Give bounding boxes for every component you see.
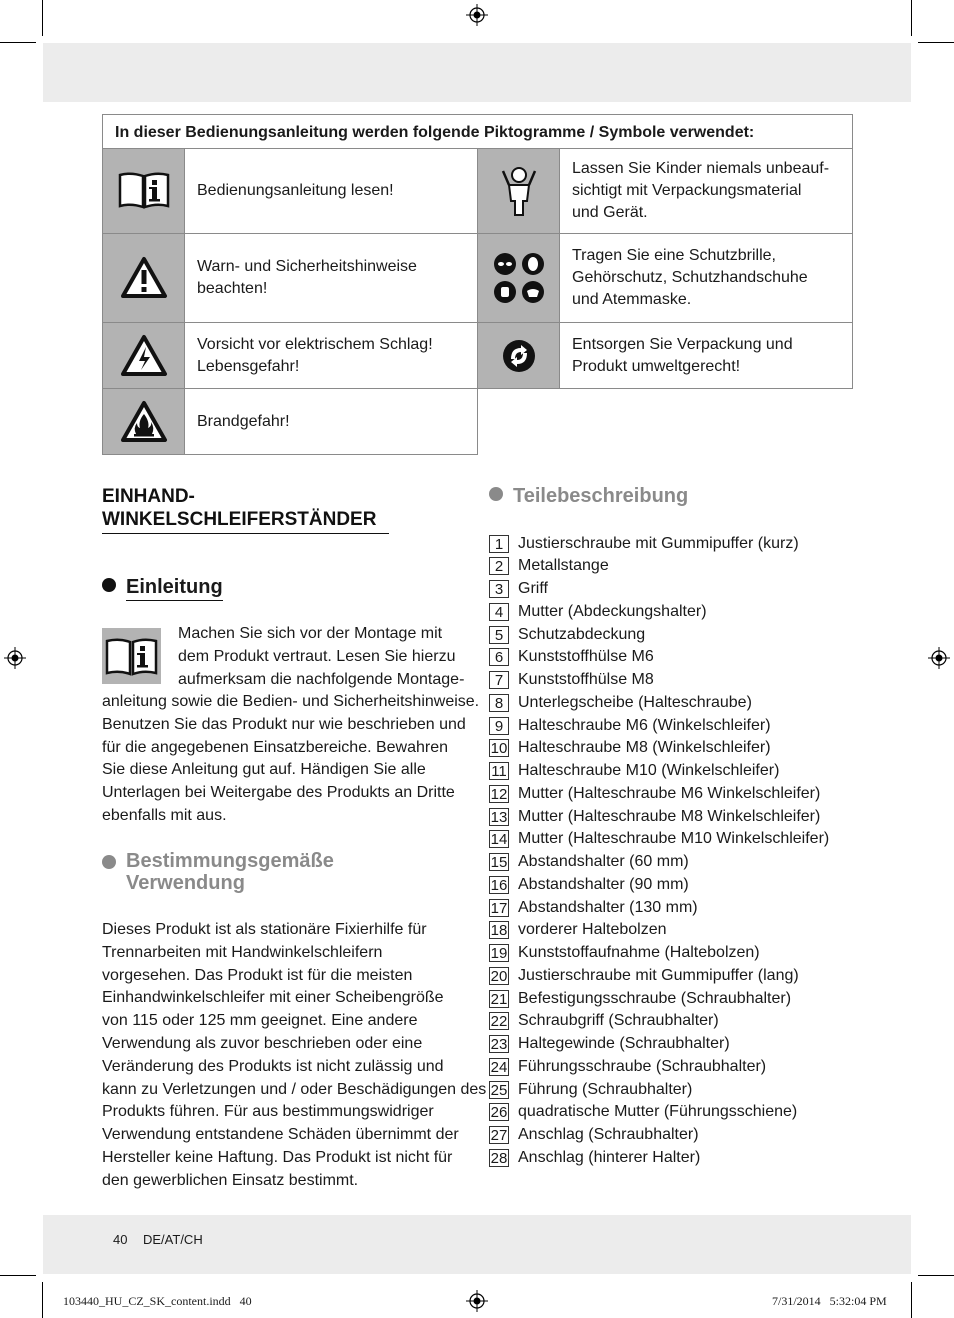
part-label: Kunststoffhülse M8 <box>518 671 654 688</box>
part-number: 13 <box>490 808 508 826</box>
section-heading-text: Einleitung <box>126 576 223 601</box>
part-number: 11 <box>489 762 509 780</box>
slug-file: 103440_HU_CZ_SK_content.indd 40 <box>63 1294 252 1308</box>
list-item <box>489 601 707 622</box>
part-number: 24 <box>490 1058 508 1076</box>
part-label: quadratische Mutter (Führungsschiene) <box>518 1103 798 1121</box>
list-item <box>489 783 820 804</box>
list-item <box>489 556 609 577</box>
part-number: 6 <box>489 648 509 666</box>
list-item <box>489 761 779 782</box>
part-number: 26 <box>490 1104 508 1122</box>
part-number: 16 <box>490 876 508 894</box>
header-band <box>43 43 911 102</box>
part-label: Halteschraube M8 (Winkelschleifer) <box>518 739 771 757</box>
part-number: 22 <box>490 1013 508 1031</box>
list-item <box>489 715 771 736</box>
warning-triangle-icon <box>120 256 168 300</box>
child-warning-icon <box>499 165 539 217</box>
list-item <box>489 1056 766 1077</box>
part-number: 23 <box>490 1036 508 1053</box>
protective-equipment-icon <box>492 251 546 305</box>
product-title: EINHAND- WINKELSCHLEIFERSTÄNDER <box>102 486 377 530</box>
list-item <box>489 965 799 986</box>
part-number: 3 <box>489 580 509 598</box>
part-label: Schutzabdeckung <box>518 625 646 643</box>
pictogram-text: Entsorgen Sie Verpackung und Produkt umweltgerecht! <box>559 322 853 389</box>
part-label: Mutter (Halteschraube M10 Winkelschleifer) <box>518 830 830 848</box>
part-number: 8 <box>489 694 509 712</box>
registration-mark-icon <box>466 1290 488 1312</box>
part-number: 14 <box>490 831 508 849</box>
pictogram-cell <box>477 148 560 234</box>
list-item <box>489 829 829 850</box>
part-number: 21 <box>490 990 508 1008</box>
manual-book-icon <box>102 628 161 684</box>
list-item <box>489 943 760 964</box>
list-item <box>489 852 689 873</box>
pictogram-text: Brandgefahr! <box>184 388 478 455</box>
crop-mark <box>42 0 43 36</box>
list-item <box>489 1079 692 1100</box>
part-number: 27 <box>490 1127 508 1144</box>
list-item <box>489 579 548 600</box>
crop-mark <box>918 42 954 43</box>
list-item <box>489 692 752 713</box>
pictogram-cell <box>477 322 560 389</box>
pictogram-cell <box>477 233 560 323</box>
section-heading-teile <box>489 485 688 508</box>
list-item <box>489 738 771 759</box>
part-label: Befestigungsschraube (Schraubhalter) <box>518 989 792 1007</box>
crop-mark <box>42 1282 43 1318</box>
section-heading-text: Bestimmungsgemäße Verwendung <box>126 850 334 894</box>
crop-mark <box>0 1275 36 1276</box>
part-label: Griff <box>518 580 548 597</box>
slug-date: 7/31/2014 5:32:04 PM <box>772 1294 887 1308</box>
registration-mark-icon <box>466 4 488 26</box>
electric-shock-icon <box>120 334 168 378</box>
part-number: 15 <box>490 854 508 871</box>
pictogram-text: Vorsicht vor elektrischem Schlag! Lebensgefahr! <box>184 322 478 389</box>
list-item <box>489 988 791 1009</box>
list-item <box>489 647 654 668</box>
part-label: Justierschraube mit Gummipuffer (lang) <box>518 966 799 984</box>
list-item <box>489 874 689 895</box>
bullet-icon <box>489 487 503 501</box>
page-number: 40 <box>113 1232 128 1247</box>
part-label: Führungsschraube (Schraubhalter) <box>518 1057 767 1075</box>
part-label: Führung (Schraubhalter) <box>518 1080 693 1098</box>
registration-mark-icon <box>928 647 950 669</box>
section-heading-text: Teilebeschreibung <box>513 485 689 507</box>
part-number: 20 <box>490 967 508 985</box>
part-number: 2 <box>489 557 509 575</box>
einleitung-body: anleitung sowie die Bedien- und Sicherheitshinweise. Benutzen Sie das Produkt nur wie beschrieben und für die angegebenen Einsatzbereiche. Bewahren Sie diese Anleitung gut auf. Händigen Sie alle Unterlagen bei Weitergabe des Produkts an Dritte ebenfalls mit aus. <box>102 693 480 824</box>
part-number: 5 <box>489 626 509 644</box>
registration-mark-icon <box>4 647 26 669</box>
part-number: 9 <box>489 717 509 735</box>
section-heading-einleitung <box>102 576 223 599</box>
section-heading-bestimmung <box>102 850 334 894</box>
list-item <box>489 1102 797 1123</box>
part-label: Metallstange <box>518 557 609 575</box>
bullet-icon <box>102 855 116 869</box>
part-number: 4 <box>489 603 509 621</box>
part-label: Mutter (Halteschraube M6 Winkelschleifer) <box>518 784 821 802</box>
part-number: 10 <box>490 740 508 758</box>
region-label: DE/AT/CH <box>143 1232 203 1247</box>
list-item <box>489 1011 719 1032</box>
crop-mark <box>0 42 36 43</box>
part-number: 19 <box>490 945 508 962</box>
part-label: Anschlag (Schraubhalter) <box>518 1126 699 1143</box>
part-number: 17 <box>490 899 508 917</box>
list-item <box>489 920 667 941</box>
pictogram-text: Tragen Sie eine Schutzbrille, Gehörschutz, Schutzhandschuhe und Atemmaske. <box>559 233 853 323</box>
list-item <box>489 897 698 918</box>
part-label: Anschlag (hinterer Halter) <box>518 1148 701 1166</box>
pictogram-cell <box>102 148 185 234</box>
list-item <box>489 1147 700 1168</box>
list-item <box>489 1034 730 1055</box>
part-number: 25 <box>490 1081 508 1099</box>
crop-mark <box>911 0 912 36</box>
part-label: Abstandshalter (130 mm) <box>518 898 698 916</box>
crop-mark <box>918 1275 954 1276</box>
part-number: 7 <box>489 671 509 689</box>
part-label: Halteschraube M6 (Winkelschleifer) <box>518 716 771 734</box>
pictogram-cell <box>102 388 185 455</box>
part-number: 28 <box>490 1149 508 1167</box>
pictogram-cell <box>102 233 185 323</box>
part-label: Unterlegscheibe (Halteschraube) <box>518 693 752 711</box>
manual-book-icon <box>117 171 171 211</box>
list-item <box>489 670 654 691</box>
pictogram-text: Warn- und Sicherheitshinweise beachten! <box>184 233 478 323</box>
bullet-icon <box>102 578 116 592</box>
part-label: Kunststoffaufnahme (Haltebolzen) <box>518 944 760 961</box>
part-label: Abstandshalter (60 mm) <box>518 853 689 870</box>
pictogram-table-title: In dieser Bedienungsanleitung werden folgende Piktogramme / Symbole verwendet: <box>102 114 853 149</box>
einleitung-intro: Machen Sie sich vor der Montage mit dem Produkt vertraut. Lesen Sie hierzu aufmerksam die nachfolgende Montage- <box>178 625 465 688</box>
title-underline <box>102 533 389 534</box>
part-number: 18 <box>490 922 508 940</box>
part-label: Schraubgriff (Schraubhalter) <box>518 1012 719 1030</box>
part-number: 1 <box>489 535 509 553</box>
part-number: 12 <box>490 785 508 803</box>
fire-warning-icon <box>120 400 168 444</box>
part-label: Mutter (Halteschraube M8 Winkelschleifer) <box>518 807 821 825</box>
pictogram-text: Bedienungsanleitung lesen! <box>184 148 478 234</box>
part-label: Haltegewinde (Schraubhalter) <box>518 1035 730 1052</box>
list-item <box>489 1125 699 1146</box>
list-item <box>489 624 645 645</box>
recycling-icon <box>502 339 536 373</box>
part-label: Kunststoffhülse M6 <box>518 648 654 666</box>
pictogram-cell <box>102 322 185 389</box>
part-label: Justierschraube mit Gummipuffer (kurz) <box>518 534 799 552</box>
pictogram-text: Lassen Sie Kinder niemals unbeauf- sichtigt mit Verpackungsmaterial und Gerät. <box>559 148 853 234</box>
bestimmung-body: Dieses Produkt ist als stationäre Fixierhilfe für Trennarbeiten mit Handwinkelschleifern vorgesehen. Das Produkt ist für die meisten Einhandwinkelschleifer mit einer Scheibengröße von 115 oder 125 mm geeignet. Eine andere Verwendung als zuvor beschrieben oder eine Veränderung des Produkts ist nicht zulässig und kann zu Verletzungen und / oder Beschädigungen des Produkts führen. Für aus bestimmungswidriger Verwendung entstandene Schäden übernimmt der Hersteller keine Haftung. Das Produkt ist nicht für den gewerblichen Einsatz bestimmt. <box>102 921 487 1189</box>
list-item <box>489 806 820 827</box>
part-label: Mutter (Abdeckungshalter) <box>518 602 707 620</box>
part-label: vorderer Haltebolzen <box>518 921 667 939</box>
list-item <box>489 533 799 554</box>
part-label: Halteschraube M10 (Winkelschleifer) <box>518 762 780 779</box>
crop-mark <box>911 1282 912 1318</box>
part-label: Abstandshalter (90 mm) <box>518 875 689 893</box>
